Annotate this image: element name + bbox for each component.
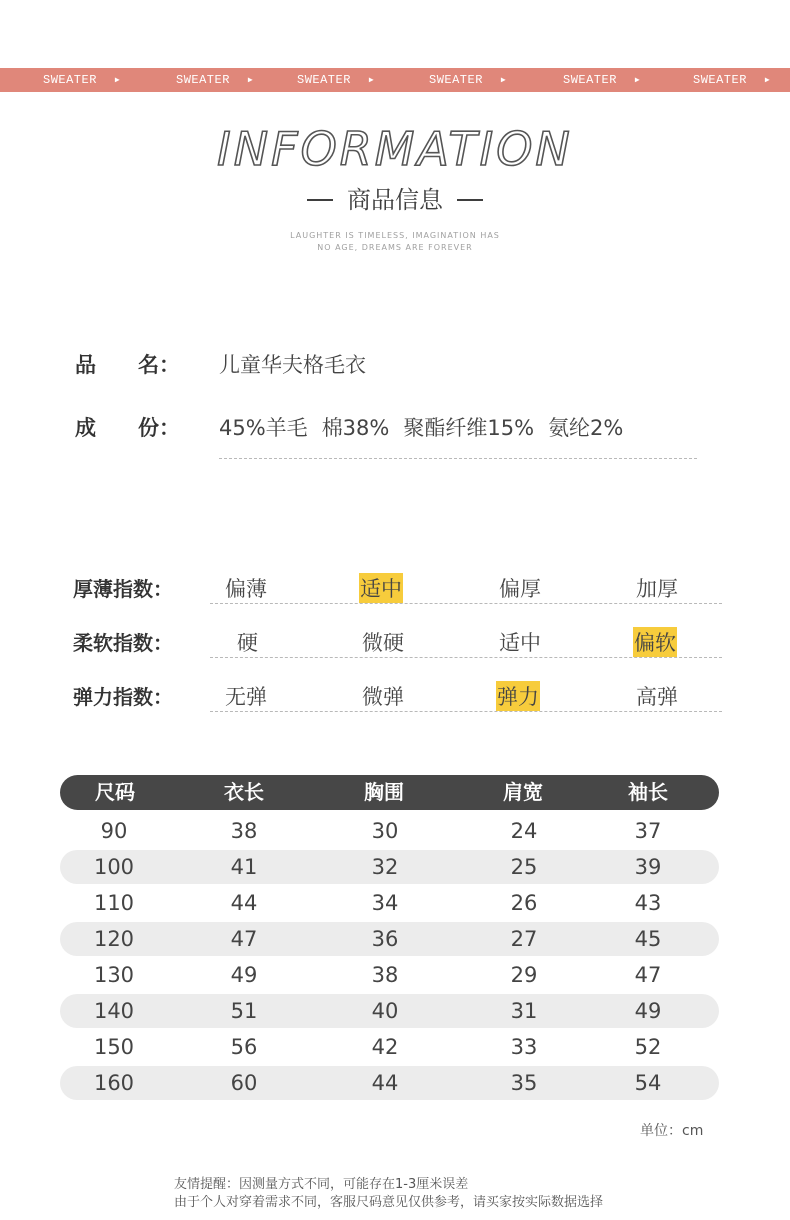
right-triangle-icon: ▶ [500,76,507,85]
composition-divider [219,458,697,459]
composition-item: 45%羊毛 [219,416,308,440]
banner-item [176,68,253,92]
cell-length: 47 [230,927,258,951]
cell-length: 51 [230,999,258,1023]
thickness-option: 加厚 [636,577,678,601]
cell-sleeve: 49 [634,999,662,1023]
cell-length: 56 [230,1035,258,1059]
cell-shoulder: 29 [510,963,538,987]
tagline-line-1: LAUGHTER IS TIMELESS, IMAGINATION HAS [290,231,500,240]
thickness-option: 偏薄 [225,577,267,601]
thickness-divider [210,603,722,604]
header-shoulder: 肩宽 [503,780,543,804]
elasticity-index-label: 弹力指数： [73,685,173,709]
table-row [60,814,719,848]
thickness-option-selected: 适中 [359,573,403,603]
elasticity-option: 高弹 [636,685,678,709]
thickness-index-label: 厚薄指数： [73,577,173,601]
tagline [0,230,790,254]
thickness-option: 偏厚 [499,577,541,601]
table-row [60,850,719,884]
cell-size: 150 [93,1035,135,1059]
right-triangle-icon: ▶ [764,76,771,85]
banner-item [429,68,506,92]
elasticity-option: 无弹 [225,685,267,709]
information-title: INFORMATION [217,122,573,176]
composition-value [219,412,637,442]
cell-shoulder: 25 [510,855,538,879]
cell-chest: 34 [371,891,399,915]
softness-option: 硬 [237,631,258,655]
size-table-header [60,775,719,810]
right-triangle-icon: ▶ [634,76,641,85]
cell-size: 140 [93,999,135,1023]
subtitle-dash-left [307,199,333,201]
tagline-line-2: NO AGE, DREAMS ARE FOREVER [317,243,473,252]
unit-label: 单位：cm [640,1123,704,1139]
cell-chest: 44 [371,1071,399,1095]
banner-text: SWEATER [693,73,747,87]
product-name-value: 儿童华夫格毛衣 [219,353,366,377]
cell-size: 130 [93,963,135,987]
banner-item [43,68,120,92]
softness-option: 微硬 [362,631,404,655]
product-name-label: 品 名： [75,353,180,377]
composition-item: 氨纶2% [548,416,624,440]
composition-item: 聚酯纤维15% [403,416,535,440]
cell-chest: 42 [371,1035,399,1059]
cell-length: 44 [230,891,258,915]
elasticity-divider [210,711,722,712]
banner-item [297,68,374,92]
header-size: 尺码 [95,780,135,804]
cell-shoulder: 26 [510,891,538,915]
banner-text: SWEATER [176,73,230,87]
cell-sleeve: 39 [634,855,662,879]
table-row [60,994,719,1028]
header-sleeve: 袖长 [628,780,668,804]
cell-chest: 38 [371,963,399,987]
softness-index-label: 柔软指数： [73,631,173,655]
elasticity-option-selected: 弹力 [496,681,540,711]
cell-chest: 32 [371,855,399,879]
size-advice-note: 由于个人对穿着需求不同，客服尺码意见仅供参考，请买家按实际数据选择 [174,1195,604,1210]
table-row [60,886,719,920]
cell-sleeve: 37 [634,819,662,843]
banner-text: SWEATER [429,73,483,87]
cell-shoulder: 35 [510,1071,538,1095]
cell-sleeve: 43 [634,891,662,915]
subtitle-dash-right [457,199,483,201]
header-chest: 胸围 [364,780,404,804]
table-row [60,1030,719,1064]
header-length: 衣长 [224,780,264,804]
composition-item: 棉38% [321,416,390,440]
elasticity-option: 微弹 [362,685,404,709]
banner-text: SWEATER [563,73,617,87]
table-row [60,958,719,992]
cell-shoulder: 24 [510,819,538,843]
banner-item [693,68,770,92]
right-triangle-icon: ▶ [247,76,254,85]
cell-length: 41 [230,855,258,879]
cell-length: 49 [230,963,258,987]
product-info-subtitle [0,180,790,215]
cell-sleeve: 54 [634,1071,662,1095]
cell-size: 90 [100,819,128,843]
cell-size: 100 [93,855,135,879]
cell-sleeve: 45 [634,927,662,951]
table-row [60,922,719,956]
cell-size: 120 [93,927,135,951]
banner-text: SWEATER [43,73,97,87]
cell-shoulder: 31 [510,999,538,1023]
subtitle-text: 商品信息 [347,186,443,214]
cell-chest: 30 [371,819,399,843]
banner-text: SWEATER [297,73,351,87]
sweater-banner [0,68,790,92]
right-triangle-icon: ▶ [368,76,375,85]
measurement-note: 友情提醒：因测量方式不同，可能存在1-3厘米误差 [174,1177,469,1192]
cell-chest: 40 [371,999,399,1023]
softness-option: 适中 [499,631,541,655]
cell-sleeve: 47 [634,963,662,987]
table-row [60,1066,719,1100]
cell-size: 160 [93,1071,135,1095]
softness-divider [210,657,722,658]
cell-length: 60 [230,1071,258,1095]
cell-shoulder: 27 [510,927,538,951]
banner-item [563,68,640,92]
cell-size: 110 [93,891,135,915]
cell-chest: 36 [371,927,399,951]
cell-length: 38 [230,819,258,843]
cell-sleeve: 52 [634,1035,662,1059]
composition-label: 成 份： [75,416,180,440]
softness-option-selected: 偏软 [633,627,677,657]
cell-shoulder: 33 [510,1035,538,1059]
right-triangle-icon: ▶ [114,76,121,85]
